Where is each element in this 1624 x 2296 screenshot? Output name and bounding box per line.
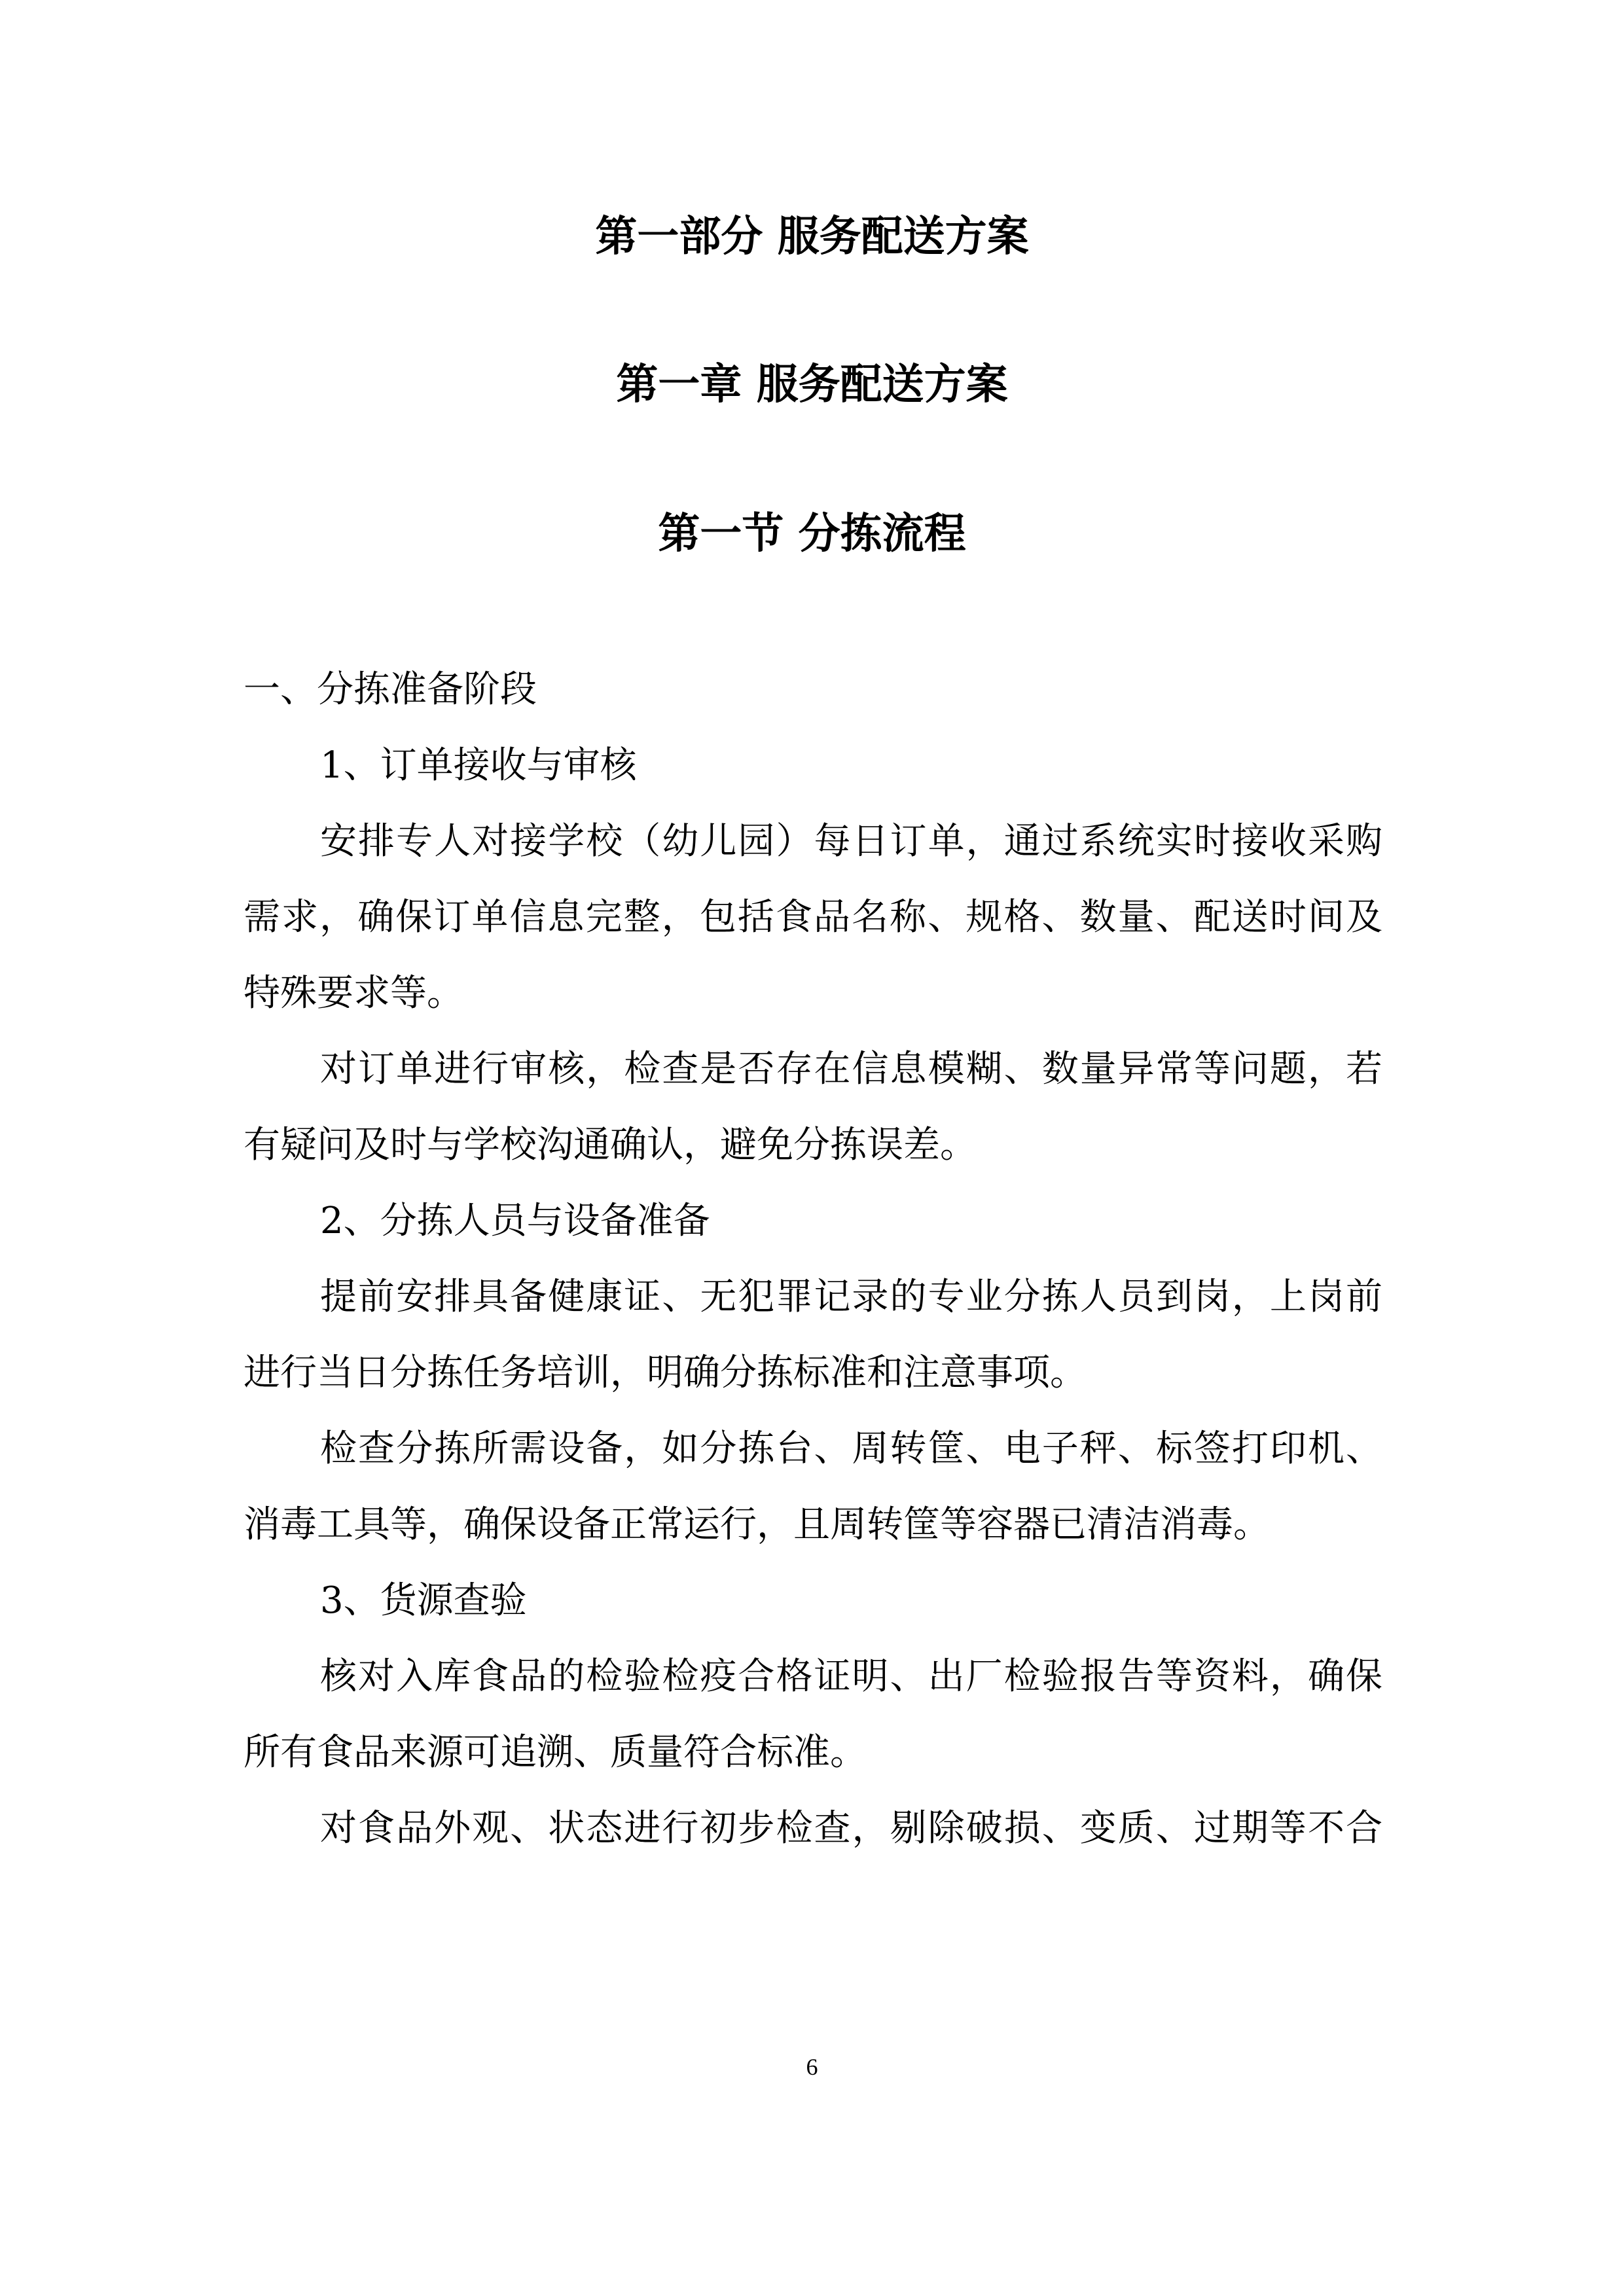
- paragraph-line: 有疑问及时与学校沟通确认，避免分拣误差。: [244, 1124, 977, 1166]
- subheading-source-inspection: 3、货源查验: [320, 1579, 527, 1622]
- paragraph-line: 提前安排具备健康证、无犯罪记录的专业分拣人员到岗，上岗前: [320, 1276, 1382, 1318]
- paragraph-line: 检查分拣所需设备，如分拣台、周转筐、电子秤、标签打印机、: [320, 1427, 1382, 1470]
- part-title: 第一部分 服务配送方案: [595, 213, 1029, 261]
- heading-preparation-stage: 一、分拣准备阶段: [244, 668, 537, 711]
- paragraph-line: 对食品外观、状态进行初步检查，剔除破损、变质、过期等不合: [320, 1807, 1382, 1850]
- body-text: [244, 652, 1382, 1867]
- paragraph-line: 所有食品来源可追溯、质量符合标准。: [244, 1731, 867, 1774]
- paragraph-line: 需求，确保订单信息完整，包括食品名称、规格、数量、配送时间及: [244, 896, 1382, 939]
- page-number: 6: [806, 2054, 818, 2080]
- paragraph-line: 特殊要求等。: [244, 972, 463, 1014]
- paragraph-line: 进行当日分拣任务培训，明确分拣标准和注意事项。: [244, 1352, 1087, 1394]
- section-title: 第一节 分拣流程: [658, 510, 966, 558]
- paragraph-line: 对订单进行审核，检查是否存在信息模糊、数量异常等问题，若: [320, 1048, 1382, 1090]
- paragraph-line: 消毒工具等，确保设备正常运行，且周转筐等容器已清洁消毒。: [244, 1503, 1270, 1546]
- chapter-title: 第一章 服务配送方案: [616, 361, 1008, 409]
- paragraph-line: 安排专人对接学校（幼儿园）每日订单，通过系统实时接收采购: [320, 820, 1382, 863]
- subheading-order-review: 1、订单接收与审核: [320, 744, 637, 787]
- subheading-staff-equipment: 2、分拣人员与设备准备: [320, 1200, 710, 1242]
- paragraph-line: 核对入库食品的检验检疫合格证明、出厂检验报告等资料，确保: [320, 1655, 1382, 1698]
